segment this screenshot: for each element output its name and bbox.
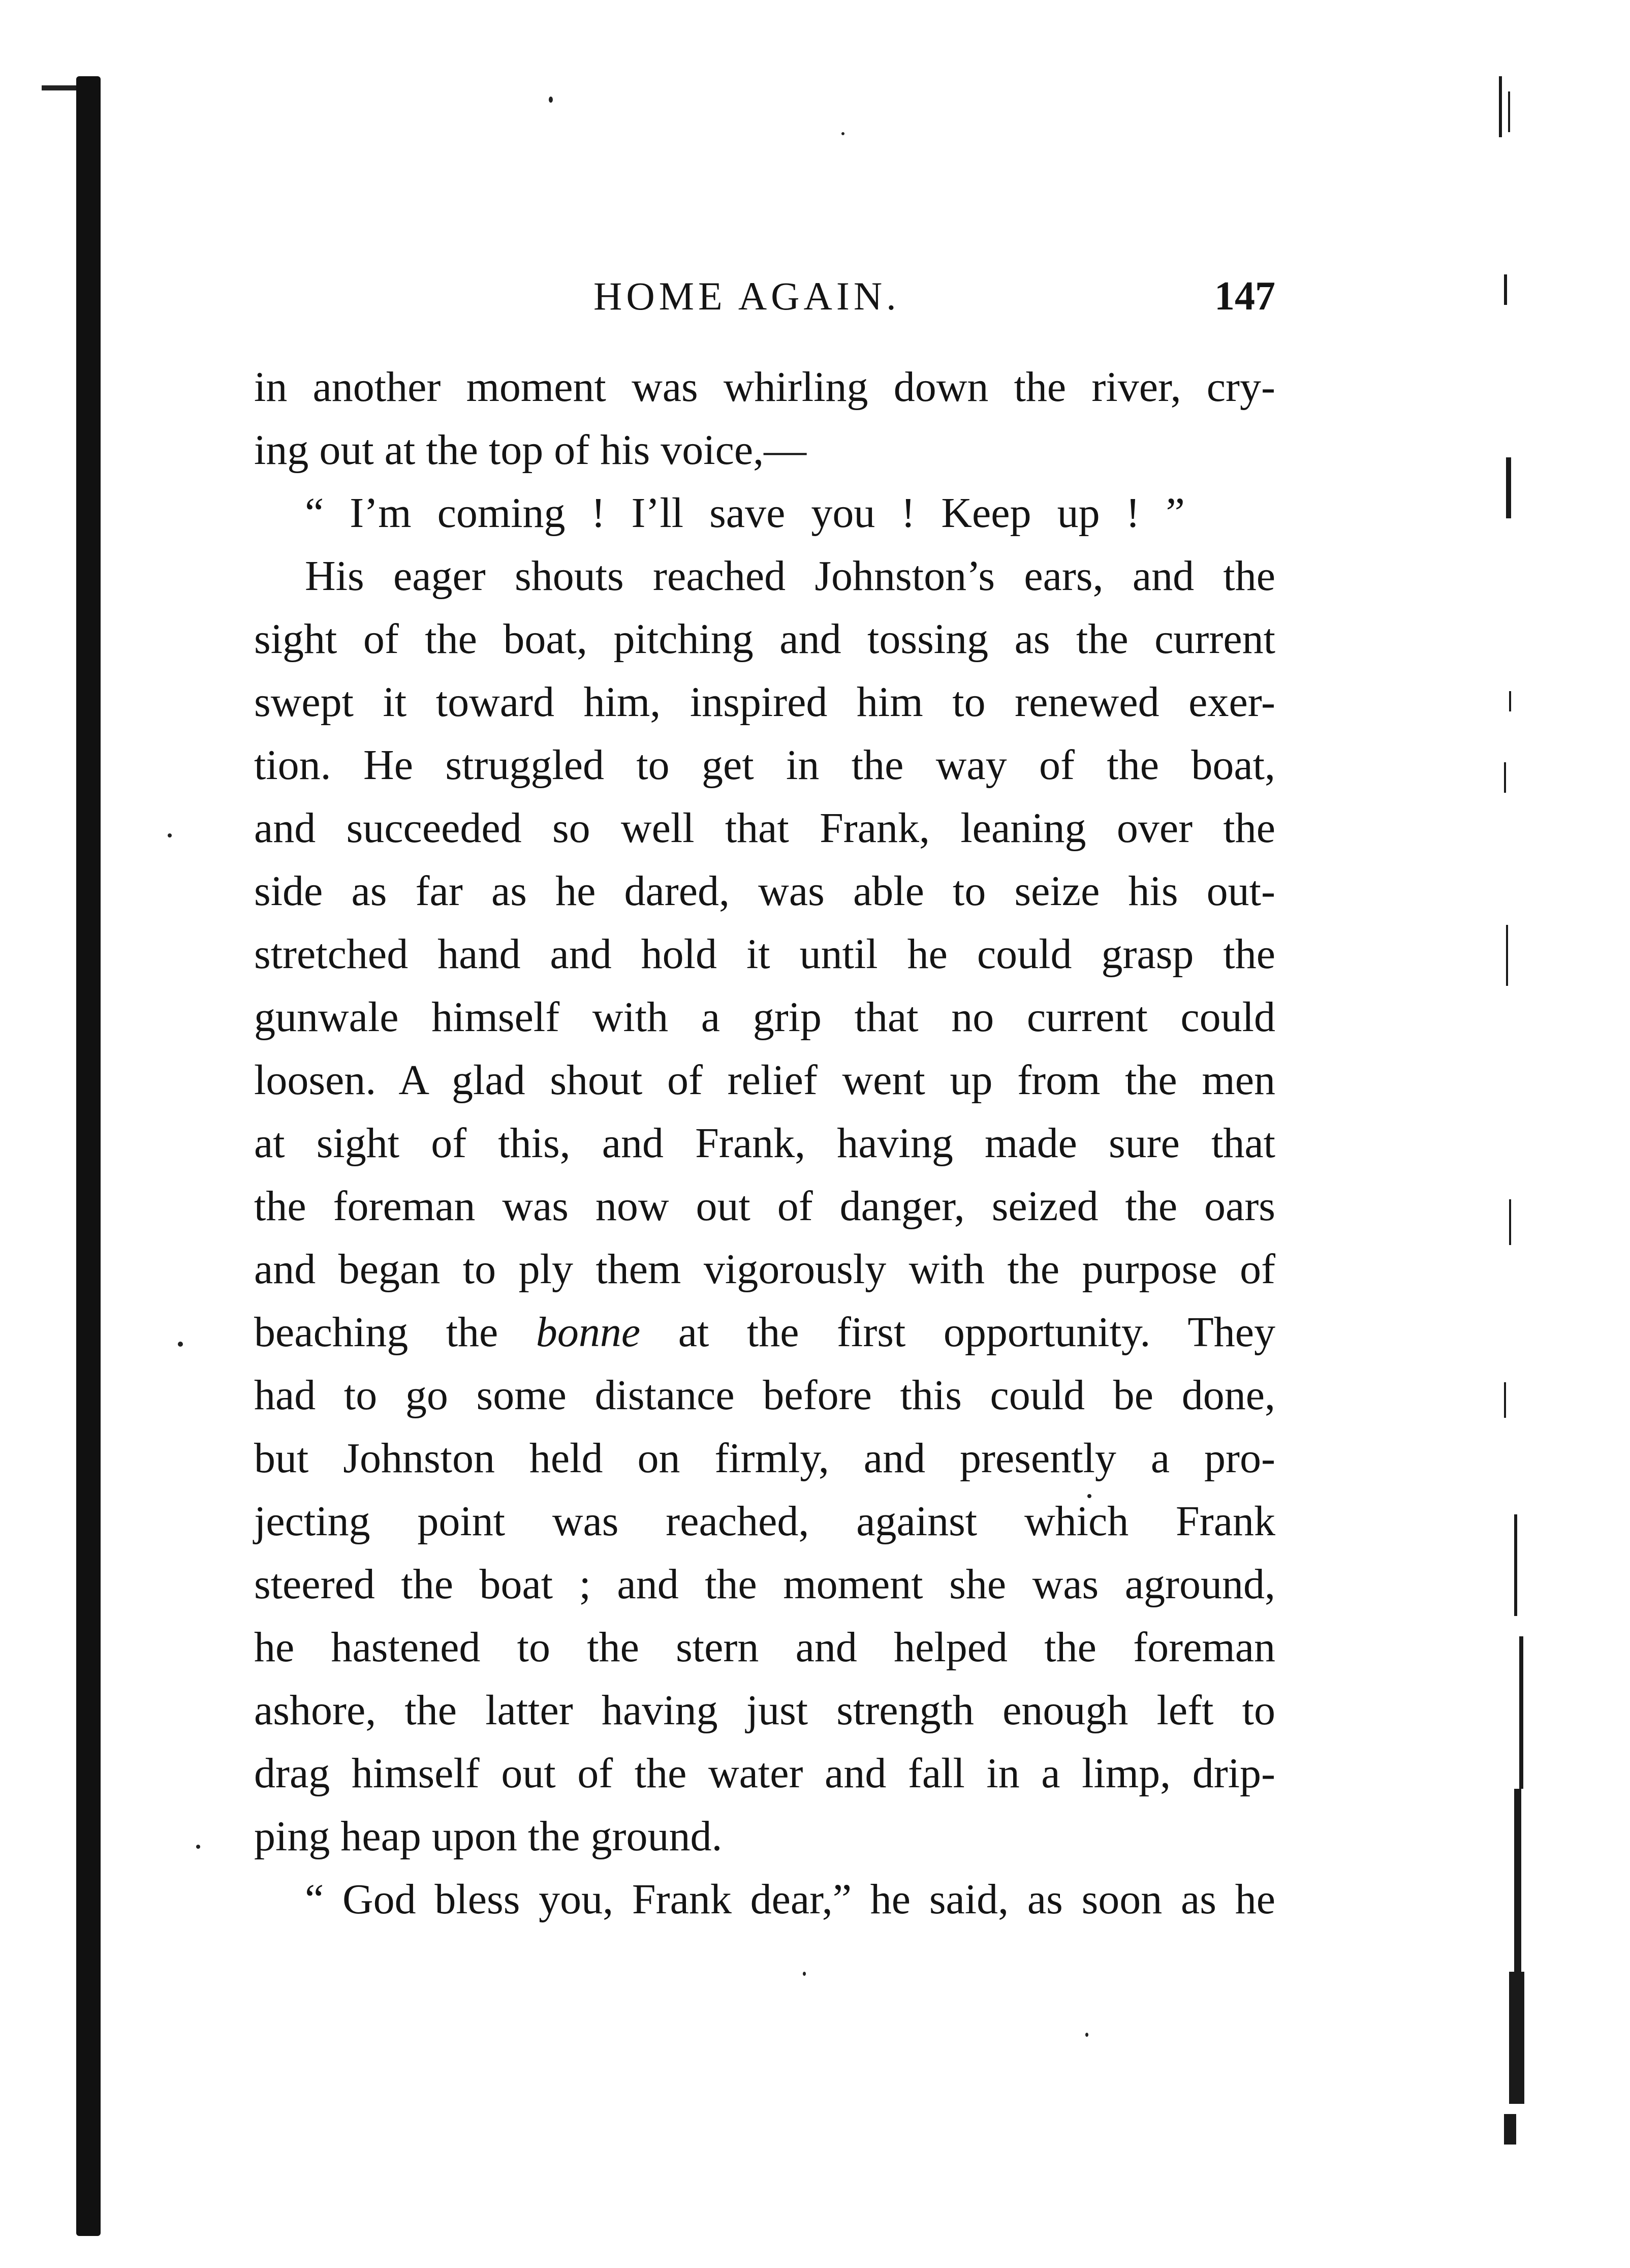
text-line: side as far as he dared, was able to seize his out- (254, 867, 1275, 915)
speck (1085, 2033, 1088, 2037)
speck (841, 132, 844, 135)
text-line: His eager shouts reached Johnston’s ears, and the (305, 552, 1275, 600)
text-line: had to go some distance before this could be done, (254, 1372, 1275, 1419)
text-line: steered the boat ; and the moment she was aground, (254, 1561, 1275, 1608)
speck (549, 97, 553, 103)
running-head: HOME AGAIN. (593, 274, 900, 318)
text-line: and succeeded so well that Frank, leaning over the (254, 804, 1275, 852)
binding-shadow (76, 76, 101, 2236)
text-line: loosen. A glad shout of relief went up from the men (254, 1057, 1275, 1104)
text-segment: beaching the (254, 1309, 498, 1356)
text-line: but Johnston held on firmly, and presently a pro- (254, 1435, 1275, 1482)
text-line: and began to ply them vigorously with the purpose of (254, 1246, 1275, 1293)
text-line: he hastened to the stern and helped the foreman (254, 1624, 1275, 1671)
text-segment: at the first opportunity. They (678, 1309, 1275, 1356)
text-line: at sight of this, and Frank, having made sure that (254, 1120, 1275, 1167)
text-line: drag himself out of the water and fall in a limp, drip- (254, 1750, 1275, 1797)
text-line: “ God bless you, Frank dear,” he said, as soon as he (305, 1876, 1275, 1923)
page-edge-noise (1494, 61, 1555, 2195)
text-line: stretched hand and hold it until he could grasp the (254, 930, 1275, 978)
text-line: ashore, the latter having just strength enough left to (254, 1687, 1275, 1734)
text-line: “ I’m coming ! I’ll save you ! Keep up ! ” (305, 489, 1185, 537)
text-line (254, 1301, 1275, 1364)
text-line: ping heap upon the ground. (254, 1813, 723, 1860)
speck (196, 1845, 200, 1849)
page-header (254, 268, 1275, 324)
text-line: sight of the boat, pitching and tossing as the current (254, 615, 1275, 663)
text-line: the foreman was now out of danger, seized the oars (254, 1183, 1275, 1230)
text-line: tion. He struggled to get in the way of the boat, (254, 741, 1275, 789)
text-line: jecting point was reached, against which Frank (254, 1498, 1275, 1545)
text-line: ing out at the top of his voice,— (254, 426, 807, 474)
text-line: gunwale himself with a grip that no current could (254, 993, 1275, 1041)
text-line: swept it toward him, inspired him to renewed exer- (254, 678, 1275, 726)
text-line: in another moment was whirling down the river, cry- (254, 363, 1275, 411)
page-number: 147 (1214, 274, 1275, 319)
speck (803, 1972, 806, 1976)
italic-word: bonne (536, 1309, 641, 1356)
speck (178, 1342, 183, 1347)
body-text (254, 356, 1275, 1931)
speck (168, 833, 172, 837)
